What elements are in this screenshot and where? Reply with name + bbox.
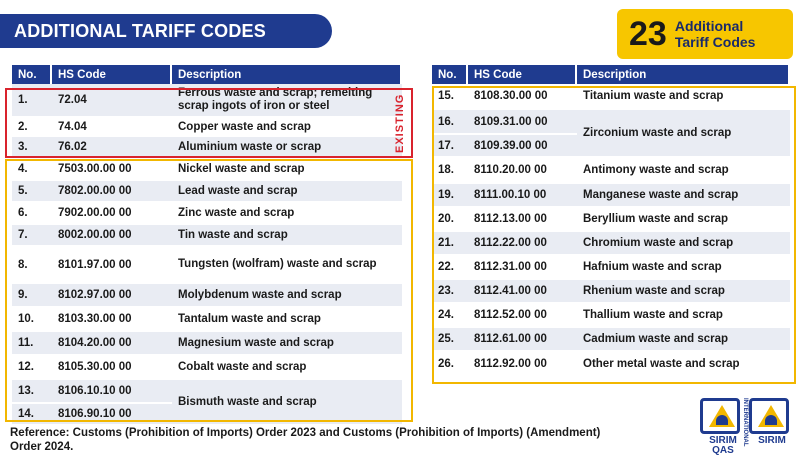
column-header-description: Description	[172, 65, 402, 84]
row-description: Cadmium waste and scrap	[577, 328, 790, 352]
row-no: 9.	[12, 284, 52, 308]
reference-note: Reference: Customs (Prohibition of Imports) Order 2023 and Customs (Prohibition of Imports) (Amendment) Order 2024.	[10, 427, 601, 453]
row-no: 15.	[432, 84, 468, 110]
row-description: Beryllium waste and scrap	[577, 208, 790, 232]
table-row	[432, 304, 790, 328]
badge-caption-line1: Additional	[674, 18, 744, 34]
table-row	[432, 184, 790, 208]
row-hs-code: 8110.20.00 00	[468, 158, 577, 184]
row-description: Hafnium waste and scrap	[577, 256, 790, 280]
row-hs-code: 8104.20.00 00	[52, 332, 172, 356]
row-description: Copper waste and scrap	[172, 118, 402, 137]
row-hs-code: 8102.97.00 00	[52, 284, 172, 308]
row-no: 1.	[12, 84, 52, 118]
column-header-hs-code: HS Code	[468, 65, 577, 84]
row-hs-code: 8109.31.00 00	[468, 110, 577, 135]
row-description: Thallium waste and scrap	[577, 304, 790, 328]
row-hs-code: 7503.00.00 00	[52, 158, 172, 181]
table-row	[12, 203, 402, 225]
sirim-qas-logo-side-text: INTERNATIONAL	[742, 398, 748, 447]
row-hs-code: 8109.39.00 00	[468, 135, 577, 158]
row-hs-code: 8112.92.00 00	[468, 352, 577, 377]
row-description: Tungsten (wolfram) waste and scrap	[172, 247, 402, 284]
sirim-qas-emblem-icon	[700, 398, 740, 434]
table-row	[12, 380, 402, 404]
badge-number: 23	[629, 14, 667, 53]
table-row	[12, 181, 402, 203]
row-description: Tantalum waste and scrap	[172, 308, 402, 332]
row-description: Titanium waste and scrap	[577, 84, 790, 110]
table-row	[432, 158, 790, 184]
row-hs-code: 8105.30.00 00	[52, 356, 172, 380]
table-header-row	[432, 65, 790, 84]
row-no: 26.	[432, 352, 468, 377]
row-no: 17.	[432, 135, 468, 158]
row-hs-code: 7802.00.00 00	[52, 181, 172, 203]
right-tariff-table	[432, 65, 790, 377]
row-no: 24.	[432, 304, 468, 328]
row-description: Ferrous waste and scrap; remelting scrap ingots of iron or steel	[172, 84, 402, 118]
row-no: 22.	[432, 256, 468, 280]
column-header-no: No.	[432, 65, 468, 84]
table-row	[432, 352, 790, 377]
row-description: Other metal waste and scrap	[577, 352, 790, 377]
row-no: 19.	[432, 184, 468, 208]
row-hs-code: 8112.41.00 00	[468, 280, 577, 304]
row-no: 5.	[12, 181, 52, 203]
row-no: 8.	[12, 247, 52, 284]
existing-label: EXISTING	[394, 93, 406, 153]
row-no: 14.	[12, 404, 52, 426]
count-badge	[617, 9, 793, 59]
row-hs-code: 8111.00.10 00	[468, 184, 577, 208]
table-row	[12, 118, 402, 137]
table-row	[12, 356, 402, 380]
table-row	[432, 84, 790, 110]
row-hs-code: 7902.00.00 00	[52, 203, 172, 225]
row-hs-code: 72.04	[52, 84, 172, 118]
row-no: 23.	[432, 280, 468, 304]
left-tariff-table	[12, 65, 402, 426]
row-description: Cobalt waste and scrap	[172, 356, 402, 380]
sirim-emblem-icon	[749, 398, 789, 434]
row-description: Molybdenum waste and scrap	[172, 284, 402, 308]
row-no: 10.	[12, 308, 52, 332]
row-hs-code: 8108.30.00 00	[468, 84, 577, 110]
row-no: 11.	[12, 332, 52, 356]
table-row	[432, 110, 790, 135]
sirim-qas-logo-text: SIRIM QAS	[709, 435, 737, 456]
column-header-hs-code: HS Code	[52, 65, 172, 84]
table-row	[432, 208, 790, 232]
table-row	[12, 158, 402, 181]
row-hs-code: 8112.31.00 00	[468, 256, 577, 280]
row-description: Chromium waste and scrap	[577, 232, 790, 256]
row-no: 12.	[12, 356, 52, 380]
row-description: Bismuth waste and scrap	[172, 380, 402, 426]
row-description: Zirconium waste and scrap	[577, 110, 790, 158]
badge-caption	[675, 18, 756, 50]
row-no: 16.	[432, 110, 468, 135]
table-row	[12, 84, 402, 118]
row-description: Antimony waste and scrap	[577, 158, 790, 184]
row-hs-code: 8112.61.00 00	[468, 328, 577, 352]
row-hs-code: 8106.90.10 00	[52, 404, 172, 426]
row-hs-code: 8112.22.00 00	[468, 232, 577, 256]
table-row	[12, 247, 402, 284]
row-no: 7.	[12, 225, 52, 247]
table-row	[432, 232, 790, 256]
row-description: Lead waste and scrap	[172, 181, 402, 203]
row-description: Zinc waste and scrap	[172, 203, 402, 225]
row-hs-code: 74.04	[52, 118, 172, 137]
row-no: 6.	[12, 203, 52, 225]
table-header-row	[12, 65, 402, 84]
row-hs-code: 8112.52.00 00	[468, 304, 577, 328]
row-description: Magnesium waste and scrap	[172, 332, 402, 356]
sirim-logo-text: SIRIM	[758, 435, 786, 446]
table-row	[12, 332, 402, 356]
sirim-logo	[749, 398, 795, 458]
row-description: Nickel waste and scrap	[172, 158, 402, 181]
column-header-no: No.	[12, 65, 52, 84]
page-title-banner	[0, 14, 332, 48]
row-hs-code: 8002.00.00 00	[52, 225, 172, 247]
row-hs-code: 8106.10.10 00	[52, 380, 172, 404]
row-description: Rhenium waste and scrap	[577, 280, 790, 304]
row-hs-code: 8112.13.00 00	[468, 208, 577, 232]
row-hs-code: 8103.30.00 00	[52, 308, 172, 332]
badge-caption-line2: Tariff Codes	[674, 34, 756, 50]
row-description: Manganese waste and scrap	[577, 184, 790, 208]
row-no: 3.	[12, 137, 52, 158]
page-title: ADDITIONAL TARIFF CODES	[14, 21, 266, 41]
table-row	[12, 137, 402, 158]
row-no: 21.	[432, 232, 468, 256]
row-no: 2.	[12, 118, 52, 137]
table-row	[12, 225, 402, 247]
row-hs-code: 8101.97.00 00	[52, 247, 172, 284]
row-no: 20.	[432, 208, 468, 232]
table-row	[12, 308, 402, 332]
row-no: 18.	[432, 158, 468, 184]
row-no: 25.	[432, 328, 468, 352]
table-row	[432, 328, 790, 352]
row-description: Tin waste and scrap	[172, 225, 402, 247]
row-no: 13.	[12, 380, 52, 404]
table-row	[432, 256, 790, 280]
row-description: Aluminium waste or scrap	[172, 137, 402, 158]
sirim-qas-logo	[700, 398, 746, 458]
table-row	[12, 284, 402, 308]
row-no: 4.	[12, 158, 52, 181]
column-header-description: Description	[577, 65, 790, 84]
row-hs-code: 76.02	[52, 137, 172, 158]
table-row	[432, 280, 790, 304]
